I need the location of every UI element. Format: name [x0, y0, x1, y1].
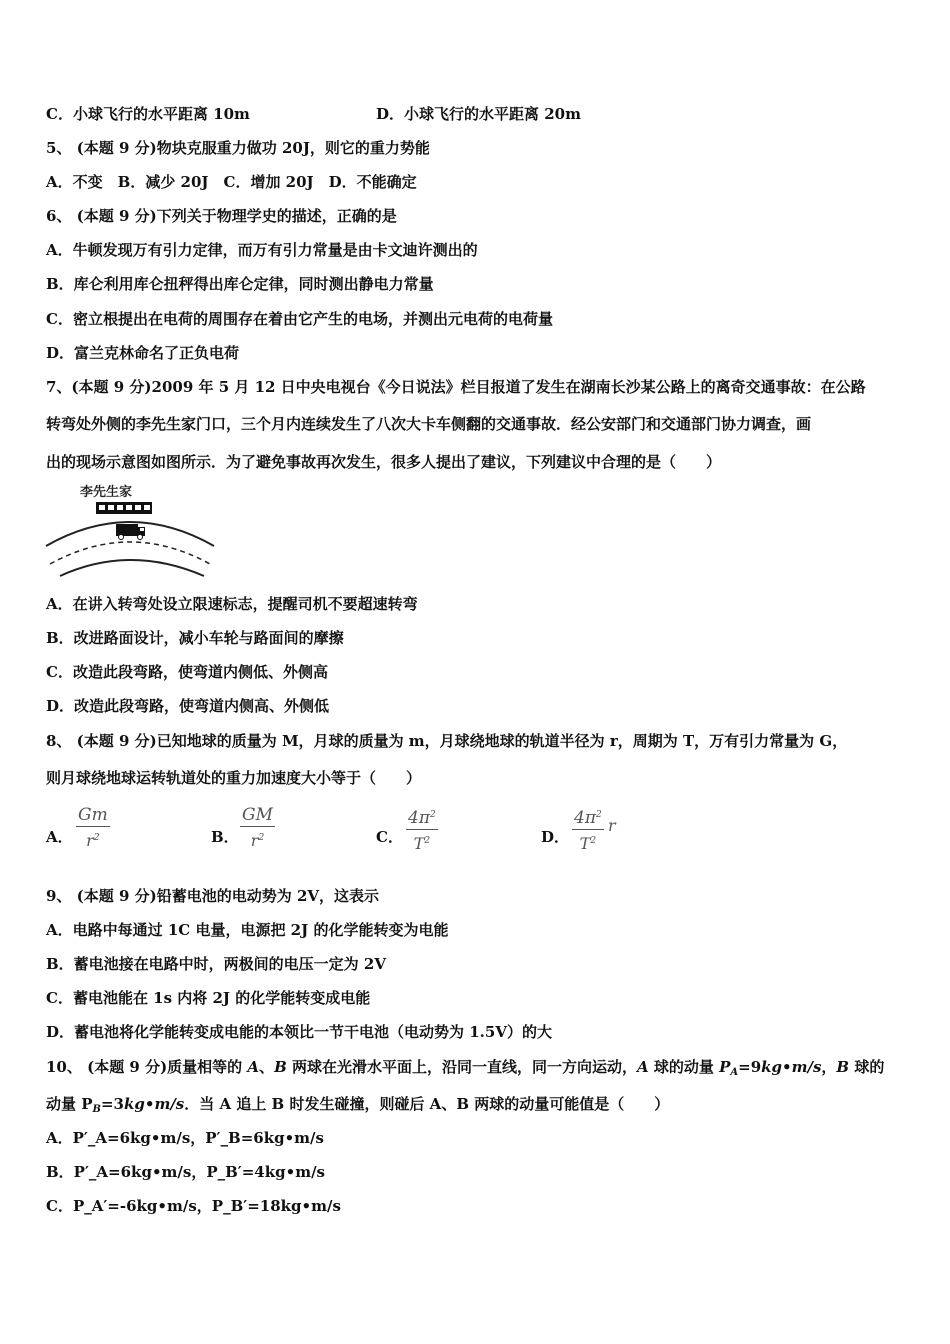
q5-options: A．不变 B．减少 20J C．增加 20J D．不能确定: [46, 173, 417, 191]
q8-stem-line1: 8、 (本题 9 分)已知地球的质量为 M，月球的质量为 m，月球绕地球的轨道半径为 r，周期为 T，万有引力常量为 G，: [46, 732, 848, 750]
q8-stem-line2: 则月球绕地球运转轨道处的重力加速度大小等于（ ）: [46, 769, 422, 787]
q7-stem-line3: 出的现场示意图如图所示．为了避免事故再次发生，很多人提出了建议，下列建议中合理的是（ ）: [46, 453, 722, 471]
q4-option-d: D．小球飞行的水平距离 20m: [376, 105, 581, 123]
q9-stem: 9、 (本题 9 分)铅蓄电池的电动势为 2V，这表示: [46, 887, 380, 905]
q6-option-d: D．富兰克林命名了正负电荷: [46, 344, 240, 362]
q10-option-c: C．P_A′=-6kg•m/s，P_B′=18kg•m/s: [46, 1197, 341, 1215]
q7-option-a: A．在讲入转弯处设立限速标志，提醒司机不要超速转弯: [46, 595, 418, 613]
q6-option-c: C．密立根提出在电荷的周围存在着由它产生的电场，并测出元电荷的电荷量: [46, 310, 553, 328]
q10-option-b: B．P′_A=6kg•m/s，P_B′=4kg•m/s: [46, 1163, 326, 1181]
q8-option-b-fraction: $\frac{GM}{r^2}$: [242, 805, 273, 850]
q7-road-figure: [44, 480, 216, 580]
q7-option-d: D．改造此段弯路，使弯道内侧高、外侧低: [46, 697, 330, 715]
q9-option-c: C．蓄电池能在 1s 内将 2J 的化学能转变成电能: [46, 989, 371, 1007]
q5-stem: 5、 (本题 9 分)物块克服重力做功 20J，则它的重力势能: [46, 139, 430, 157]
q7-option-c: C．改造此段弯路，使弯道内侧低、外侧高: [46, 663, 328, 681]
q4-option-c: C．小球飞行的水平距离 10m: [46, 105, 250, 123]
q9-option-a: A．电路中每通过 1C 电量，电源把 2J 的化学能转变为电能: [46, 921, 449, 939]
q9-option-d: D．蓄电池将化学能转变成电能的本领比一节干电池（电动势为 1.5V）的大: [46, 1023, 552, 1041]
q8-option-a-label: A．: [46, 828, 73, 846]
q6-option-b: B．库仑利用库仑扭秤得出库仑定律，同时测出静电力常量: [46, 275, 434, 293]
q6-stem: 6、 (本题 9 分)下列关于物理学史的描述，正确的是: [46, 207, 397, 225]
q10-option-a: A．P′_A=6kg•m/s，P′_B=6kg•m/s: [46, 1129, 324, 1147]
q8-option-d-label: D．: [541, 828, 570, 846]
q9-option-b: B．蓄电池接在电路中时，两极间的电压一定为 2V: [46, 955, 386, 973]
q7-stem-line1: 7、(本题 9 分)2009 年 5 月 12 日中央电视台《今日说法》栏目报道了发生在湖南长沙某公路上的离奇交通事故：在公路: [46, 378, 866, 396]
q8-option-d-fraction: $\frac{4\pi^2}{T^2}$: [572, 804, 604, 855]
q8-option-b-label: B．: [211, 828, 239, 846]
q8-option-d-suffix: r: [608, 816, 616, 835]
road-inner-edge: [60, 560, 204, 576]
q8-option-c-fraction: $\frac{4\pi^2}{T^2}$: [406, 804, 438, 855]
q10-stem-line2: 动量 $P_B=3kg•m/s$．当 A 追上 B 时发生碰撞，则碰后 A、B 两球的动量可能值是（ ）: [46, 1095, 670, 1115]
house-label: 李先生家: [79, 485, 133, 500]
truck-icon: [116, 524, 145, 540]
q8-option-a-fraction: $\frac{Gm}{r^2}$: [78, 805, 108, 850]
q7-option-b: B．改进路面设计，减小车轮与路面间的摩擦: [46, 629, 344, 647]
q6-option-a: A．牛顿发现万有引力定律，而万有引力常量是由卡文迪许测出的: [46, 241, 478, 259]
q8-option-c-label: C．: [376, 828, 403, 846]
q10-stem-line1: 10、 (本题 9 分)质量相等的 A、B 两球在光滑水平面上，沿同一直线，同一方向运动，A 球的动量 $P_A=9kg•m/s$，B 球的: [46, 1058, 885, 1078]
q7-stem-line2: 转弯处外侧的李先生家门口，三个月内连续发生了八次大卡车侧翻的交通事故．经公安部门和交通部门协力调查，画: [46, 415, 812, 433]
